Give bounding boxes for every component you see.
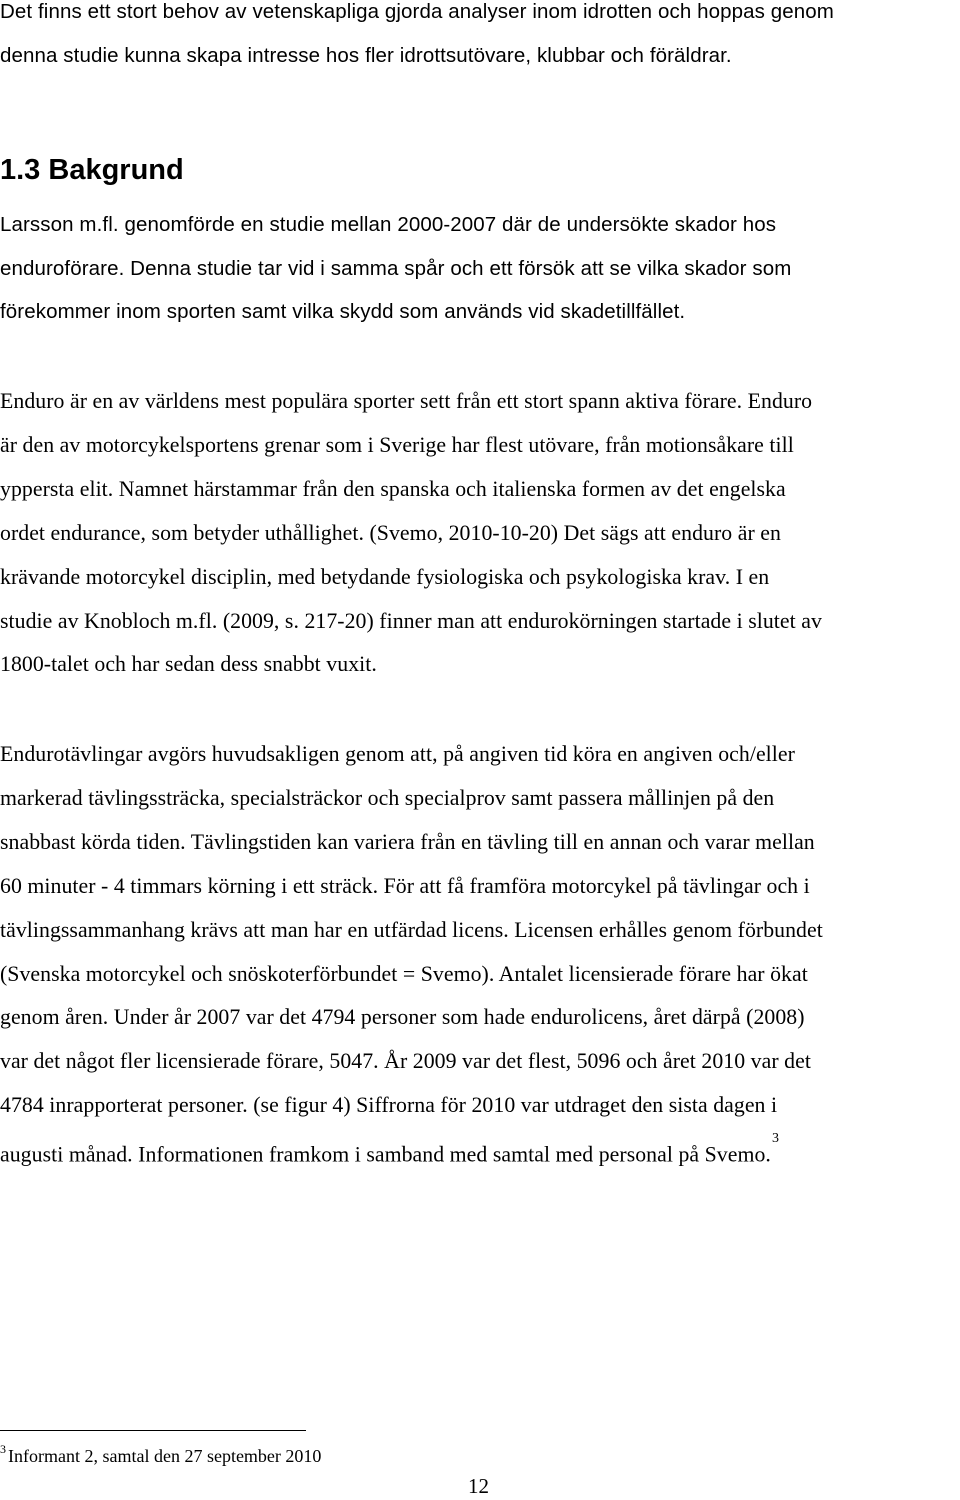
text-line-with-footnote	[0, 1128, 823, 1177]
text-line: yppersta elit. Namnet härstammar från den spanska och italienska formen av det engelska	[0, 476, 786, 501]
text-line: enduroförare. Denna studie tar vid i samma spår och ett försök att se vilka skador som	[0, 256, 792, 280]
text-line: markerad tävlingssträcka, specialsträckor och specialprov samt passera mållinjen på den	[0, 785, 775, 810]
text-line: Enduro är en av världens mest populära sporter sett från ett stort spann aktiva förare. Enduro	[0, 389, 813, 413]
text-line: Larsson m.fl. genomförde en studie mellan 2000-2007 där de undersökte skador hos	[0, 213, 777, 236]
text-line: Det finns ett stort behov av vetenskapliga gjorda analyser inom idrotten och hoppas genom	[0, 0, 834, 23]
text-line: ordet endurance, som betyder uthållighet. (Svemo, 2010-10-20) Det sägs att enduro är en	[0, 520, 781, 545]
text-line: (Svenska motorcykel och snöskoterförbundet = Svemo). Antalet licensierade förare har ökat	[0, 961, 808, 986]
text-line: Endurotävlingar avgörs huvudsakligen genom att, på angiven tid köra en angiven och/eller	[0, 742, 795, 766]
intro-paragraph	[0, 0, 960, 77]
text-line: krävande motorcykel disciplin, med betydande fysiologiska och psykologiska krav. I en	[0, 564, 770, 589]
section-heading: 1.3 Bakgrund	[0, 154, 184, 186]
text-line: 60 minuter - 4 timmars körning i ett sträck. För att få framföra motorcykel på tävlingar och i	[0, 873, 810, 898]
footnote-separator	[0, 1430, 306, 1431]
footnote-reference[interactable]: 3	[771, 1131, 779, 1147]
text-line: snabbast körda tiden. Tävlingstiden kan variera från en tävling till en annan och varar mellan	[0, 829, 815, 854]
text-line: 4784 inrapporterat personer. (se figur 4) Siffrorna för 2010 var utdraget den sista dagen i	[0, 1093, 778, 1118]
page-number: 12	[468, 1474, 489, 1498]
text-line: genom åren. Under år 2007 var det 4794 personer som hade endurolicens, året därpå (2008)	[0, 1005, 805, 1030]
footnote	[0, 1442, 321, 1472]
text-line: studie av Knobloch m.fl. (2009, s. 217-20) finner man att endurokörningen startade i slutet av	[0, 608, 822, 633]
text-line: denna studie kunna skapa intresse hos fler idrottsutövare, klubbar och föräldrar.	[0, 43, 732, 67]
text-line: 1800-talet och har sedan dess snabbt vuxit.	[0, 652, 377, 677]
footnote-text: Informant 2, samtal den 27 september 2010	[8, 1446, 322, 1466]
paragraph-enduro	[0, 380, 822, 687]
paragraph-tavlingar	[0, 733, 823, 1177]
paragraph-larsson	[0, 203, 791, 334]
text-line: tävlingssammanhang krävs att man har en utfärdad licens. Licensen erhålles genom förbundet	[0, 917, 823, 942]
text-line: var det något fler licensierade förare, 5047. År 2009 var det flest, 5096 och året 2010 var det	[0, 1049, 811, 1074]
text-line: förekommer inom sporten samt vilka skydd som används vid skadetillfället.	[0, 300, 686, 324]
text-line: augusti månad. Informationen framkom i samband med samtal med personal på Svemo.	[0, 1142, 771, 1167]
text-line: är den av motorcykelsportens grenar som i Sverige har flest utövare, från motionsåkare till	[0, 432, 794, 457]
footnote-number: 3	[0, 1442, 6, 1456]
